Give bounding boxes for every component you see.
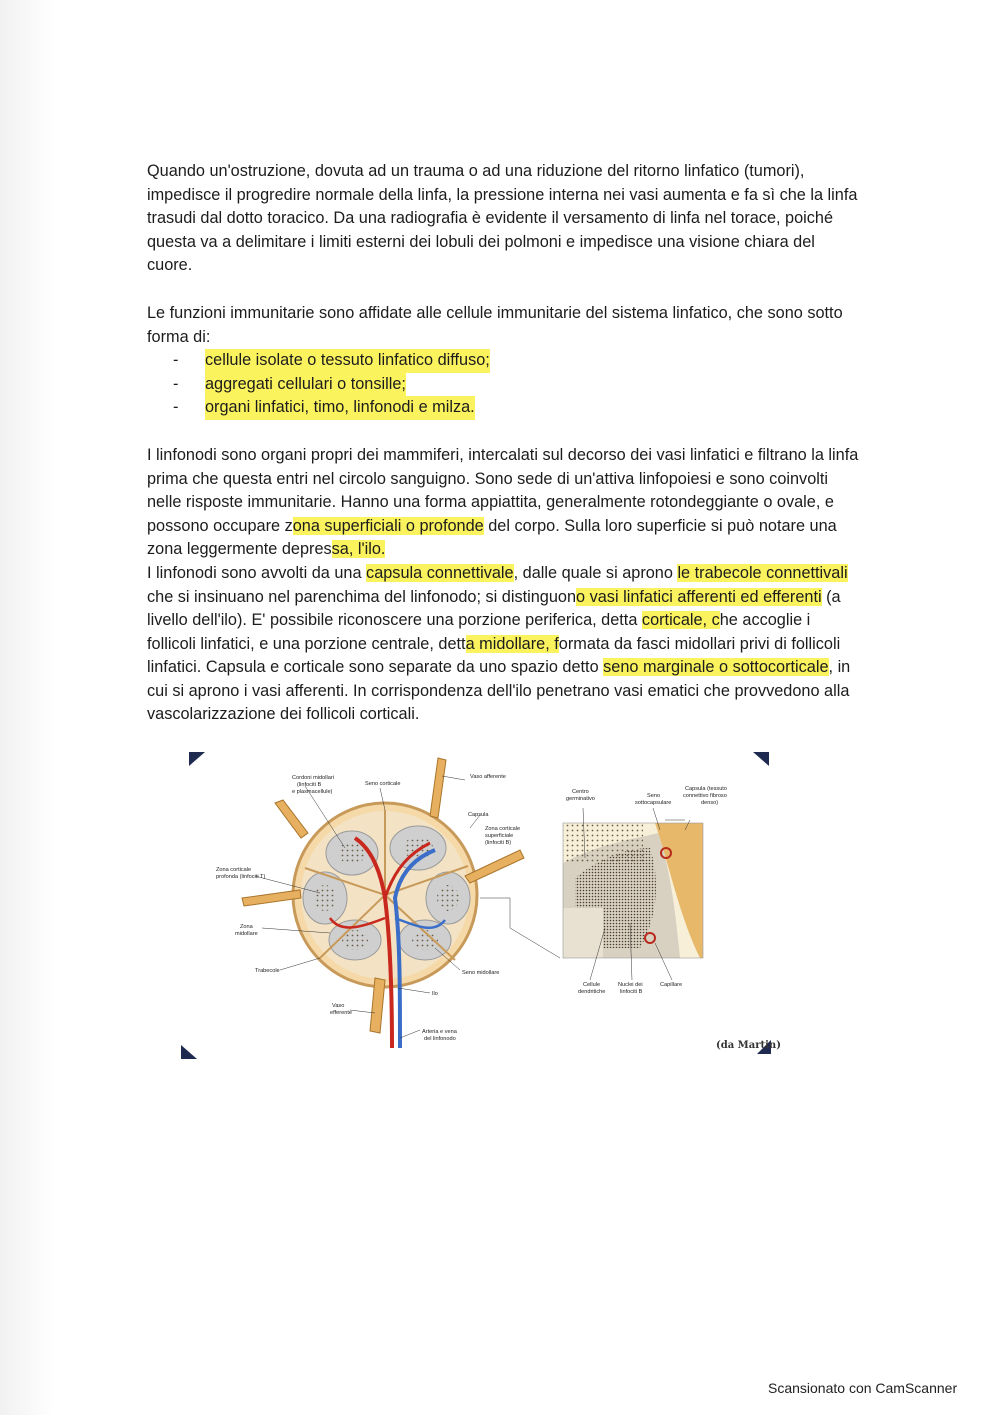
figure-credit: (da Martin) [716,1040,781,1051]
highlighted-text: o vasi linfatici afferenti ed efferenti [576,587,822,606]
text-run: del corpo. Sulla loro superficie si può notare una zona leggermente depres [147,516,837,558]
cortex-detail-view [563,823,703,958]
label-ilo: Ilo [432,991,438,997]
label-zona-sup-1: Zona corticale [485,826,521,832]
text-run: he accoglie i follicoli linfatici, e una porzione centrale, dett [147,611,811,653]
label-nuclei-2: linfociti B [620,989,643,995]
label-cordoni-1: Cordoni midollari [292,775,334,781]
label-zona-mid-2: midollare [235,931,258,937]
paragraph-2-text: Le funzioni immunitarie sono affidate alle cellule immunitarie del sistema linfatico, che sono sotto forma di: [147,304,843,346]
paragraph-lymph-obstruction [147,160,859,278]
list-item [173,396,490,420]
text-run: (a livello dell'ilo). E' possibile riconoscere una porzione periferica, detta [147,587,841,629]
scan-shadow [0,0,55,1415]
immune-forms-list [173,349,490,420]
text-run: , dalle quale si aprono [513,564,678,582]
label-capsula-tess-1: Capsula (tessuto [685,786,727,792]
label-capsula-tess-3: denso) [701,800,719,806]
highlighted-text: ona superficiali o profonde [292,516,484,535]
paragraph-immune-functions [147,302,859,349]
label-arteria-2: del linfonodo [424,1036,456,1042]
label-trabecole: Trabecole [255,968,280,974]
label-capsula-tess-2: connettivo fibroso [683,793,727,799]
label-centro-2: germinativo [566,796,595,802]
paragraph-lymph-nodes [147,444,859,562]
label-zona-prof-1: Zona corticale [216,867,252,873]
label-cordoni-2: (linfociti B [297,782,322,788]
lymph-node-diagram [180,748,770,1063]
highlighted-text: seno marginale o sottocorticale [603,658,829,676]
label-capsula: Capsula [468,812,489,818]
label-zona-sup-2: superficiale [485,833,514,839]
label-seno-midollare: Seno midollare [462,970,500,976]
label-cordoni-3: e plasmacellule) [292,789,333,795]
paragraph-4-text [147,562,859,727]
label-centro-1: Centro [572,789,589,795]
label-zona-sup-3: (linfociti B) [485,840,512,846]
label-nuclei-1: Nuclei dei [618,982,643,988]
text-run: I linfonodi sono avvolti da una [147,564,367,582]
label-seno-corticale: Seno corticale [365,781,401,787]
label-seno-sotto-2: sottocapsulare [635,800,672,806]
label-vaso-afferente: Vaso afferente [470,774,506,780]
list-item [173,349,490,373]
list-bullet: - [173,351,179,369]
text-run: ormata da fasci midollari privi di follicoli linfatici. Capsula e corticale sono separate da uno spazio detto [147,634,841,676]
highlighted-text: a midollare, f [465,634,559,653]
label-cellule-2: dendritiche [578,989,606,995]
label-vaso-eff-2: efferente [330,1010,352,1016]
list-item-text: organi linfatici, timo, linfonodi e milza. [205,396,475,420]
label-arteria-1: Arteria e vena [422,1029,457,1035]
highlighted-text: le trabecole connettivali [677,564,848,582]
list-bullet: - [173,374,179,393]
text-run: , in cui si aprono i vasi afferenti. In corrispondenza dell'ilo penetrano vasi ematici che provvedono alla vascolarizzazione dei follicoli corticali. [147,658,851,723]
label-seno-sotto-1: Seno [647,793,661,799]
paragraph-3-text [147,444,859,562]
label-zona-prof-2: profonda (linfociti T) [216,874,266,880]
list-bullet: - [173,398,179,416]
label-cellule-1: Cellule [583,982,601,988]
highlighted-text: corticale, c [641,611,720,629]
label-zona-mid-1: Zona [240,924,253,930]
paragraph-node-structure [147,562,859,727]
label-vaso-eff-1: Vaso [332,1003,345,1009]
list-item-text: cellule isolate o tessuto linfatico diffuso; [205,349,490,373]
highlighted-text: capsula connettivale [366,564,514,582]
text-run: I linfonodi sono organi propri dei mammiferi, intercalati sul decorso dei vasi linfatici e filtrano la linfa prima che questa entri nel circolo sanguigno. Sono sede di un'attiva linfopoiesi e sono coinvolti nelle risposte immunitarie. Hanno una forma appiattita, generalmente rotondeggiante o ovale, e possono occupare z [147,446,859,535]
paragraph-1-text: Quando un'ostruzione, dovuta ad un trauma o ad una riduzione del ritorno linfatico (tumori), impedisce il progredire normale della linfa, la pressione interna nei vasi aumenta e fa sì che la linfa trasudi dal dotto toracico. Da una radiografia è evidente il versamento di linfa nel torace, poiché questa va a delimitare i limiti esterni dei lobuli dei polmoni e impedisce una visione chiara del cuore. [147,162,858,274]
scanner-watermark: Scansionato con CamScanner [768,1380,958,1396]
text-run: che si insinuano nel parenchima del linfonodo; si distinguon [147,587,577,606]
highlighted-text: sa, l'ilo. [331,540,386,558]
list-item [173,373,490,397]
list-item-text: aggregati cellulari o tonsille; [205,373,406,397]
label-capillare: Capillare [660,982,683,988]
